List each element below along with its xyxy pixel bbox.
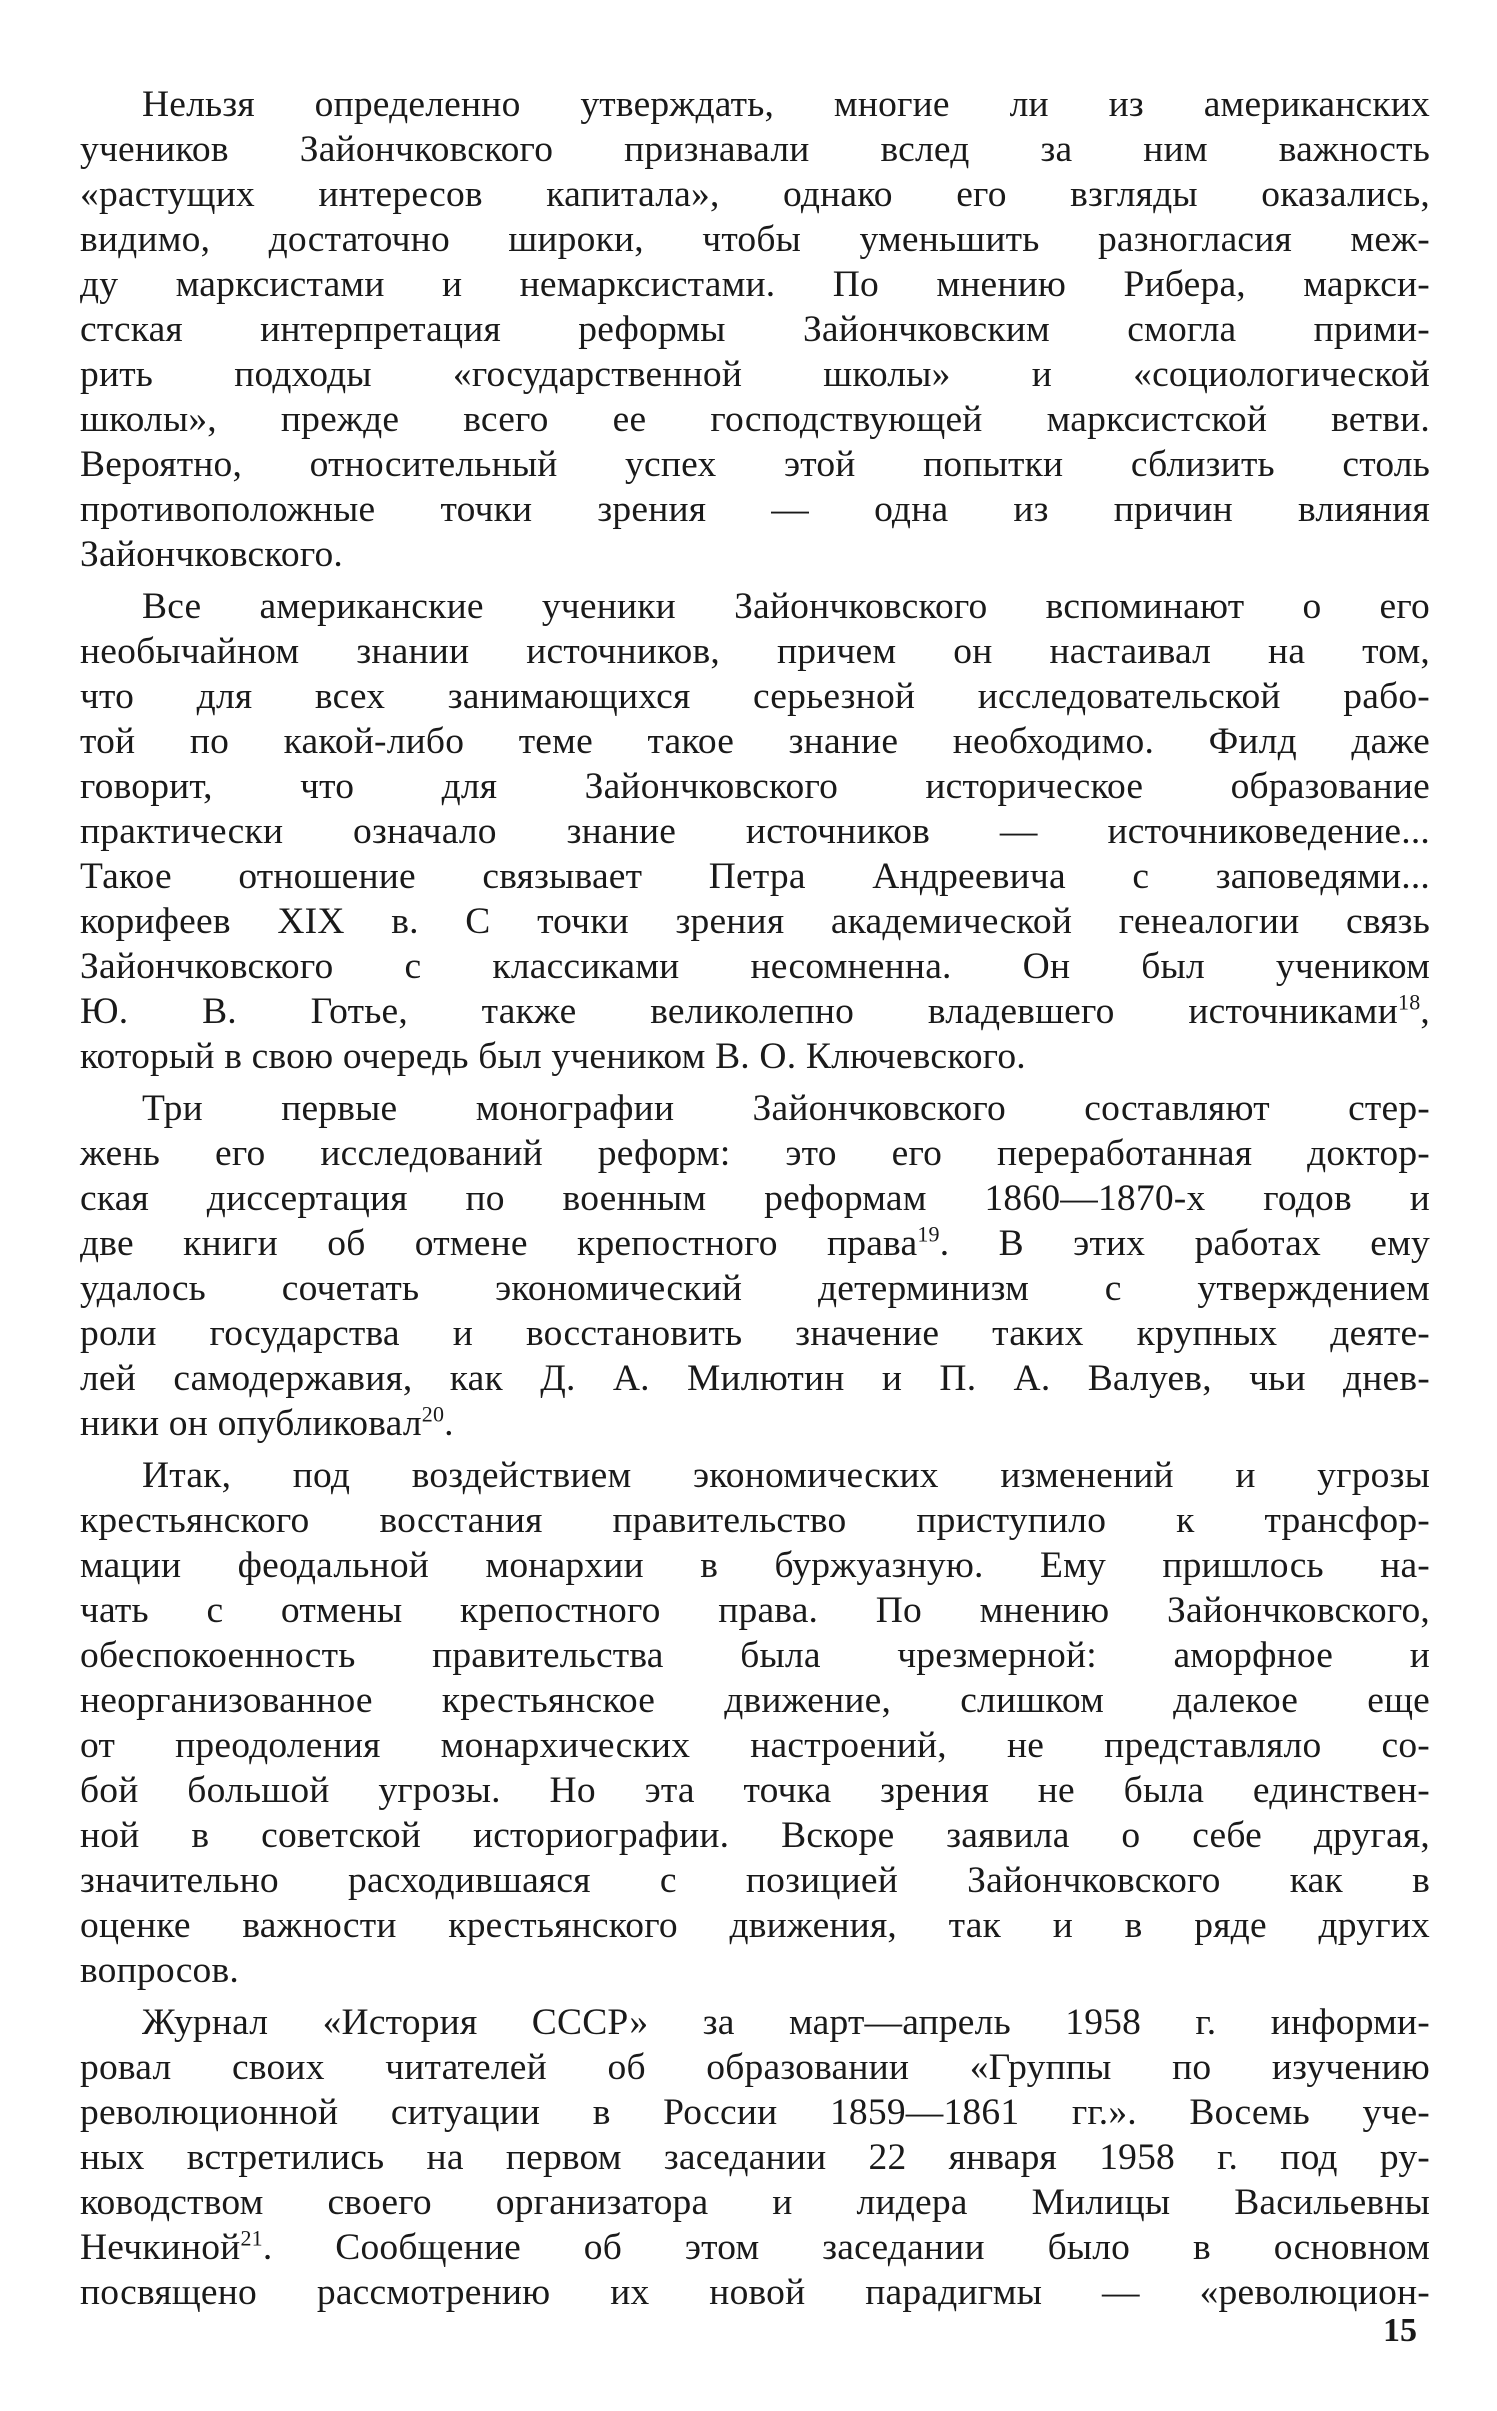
text-segment: Ю. В. Готье, также великолепно владевшего источниками xyxy=(80,991,1399,1032)
text-line: мации феодальной монархии в буржуазную. Ему пришлось на- xyxy=(80,1545,1430,1586)
footnote-marker: 19 xyxy=(917,1221,940,1247)
text-line: жень его исследований реформ: это его переработанная доктор- xyxy=(80,1133,1430,1174)
text-line: ной в советской историографии. Вскоре заявила о себе другая, xyxy=(80,1815,1430,1856)
text-line: практически означало знание источников — источниковедение... xyxy=(80,811,1430,852)
text-line: Три первые монографии Зайончковского составляют стер- xyxy=(142,1088,1430,1129)
text-line: неорганизованное крестьянское движение, слишком далекое еще xyxy=(80,1680,1430,1721)
text-line: ководством своего организатора и лидера Милицы Васильевны xyxy=(80,2182,1430,2223)
text-line: стская интерпретация реформы Зайончковским смогла прими- xyxy=(80,309,1430,350)
text-line: корифеев XIX в. С точки зрения академической генеалогии связь xyxy=(80,901,1430,942)
text-line: видимо, достаточно широки, чтобы уменьшить разногласия меж- xyxy=(80,219,1430,260)
text-line: значительно расходившаяся с позицией Зайончковского как в xyxy=(80,1860,1430,1901)
text-line: рить подходы «государственной школы» и «социологической xyxy=(80,354,1430,395)
text-segment: . Сообщение об этом заседании было в основном xyxy=(262,2227,1430,2268)
text-line: ровал своих читателей об образовании «Группы по изучению xyxy=(80,2047,1430,2088)
text-line: Итак, под воздействием экономических изменений и угрозы xyxy=(142,1455,1430,1496)
text-line: ская диссертация по военным реформам 1860—1870-х годов и xyxy=(80,1178,1430,1219)
text-line: Зайончковского с классиками несомненна. Он был учеником xyxy=(80,946,1430,987)
text-line: чать с отмены крепостного права. По мнению Зайончковского, xyxy=(80,1590,1430,1631)
text-line: «растущих интересов капитала», однако его взгляды оказались, xyxy=(80,174,1430,215)
text-line: учеников Зайончковского признавали вслед за ним важность xyxy=(80,129,1430,170)
text-line: крестьянского восстания правительство приступило к трансфор- xyxy=(80,1500,1430,1541)
text-line: от преодоления монархических настроений, не представляло со- xyxy=(80,1725,1430,1766)
document-page xyxy=(80,82,1430,2322)
text-line: лей самодержавия, как Д. А. Милютин и П. А. Валуев, чьи днев- xyxy=(80,1358,1430,1399)
text-line: необычайном знании источников, причем он настаивал на том, xyxy=(80,631,1430,672)
paragraph-3 xyxy=(80,1086,1430,1446)
text-line: той по какой-либо теме такое знание необходимо. Филд даже xyxy=(80,721,1430,762)
text-line-with-footnote xyxy=(80,1401,1430,1446)
text-line: бой большой угрозы. Но эта точка зрения не была единствен- xyxy=(80,1770,1430,1811)
text-segment: Нечкиной xyxy=(80,2227,241,2268)
text-line: вопросов. xyxy=(80,1950,239,1991)
text-line: революционной ситуации в России 1859—1861 гг.». Восемь уче- xyxy=(80,2092,1430,2133)
text-line: Зайончковского. xyxy=(80,534,344,575)
text-line: что для всех занимающихся серьезной исследовательской рабо- xyxy=(80,676,1430,717)
page-number: 15 xyxy=(1383,2312,1417,2349)
text-segment: две книги об отмене крепостного права xyxy=(80,1223,918,1264)
text-line-with-footnote xyxy=(80,1221,1430,1266)
paragraph-1 xyxy=(80,82,1430,577)
text-line: Все американские ученики Зайончковского вспоминают о его xyxy=(142,586,1430,627)
text-line: ду марксистами и немарксистами. По мнению Рибера, маркси- xyxy=(80,264,1430,305)
text-line: говорит, что для Зайончковского историческое образование xyxy=(80,766,1430,807)
footnote-marker: 20 xyxy=(421,1401,445,1427)
text-line: который в свою очередь был учеником В. О. Ключевского. xyxy=(80,1036,1026,1077)
text-line: посвящено рассмотрению их новой парадигмы — «революцион- xyxy=(80,2272,1430,2313)
paragraph-2 xyxy=(80,584,1430,1079)
text-line: Нельзя определенно утверждать, многие ли из американских xyxy=(142,84,1430,125)
text-line: Такое отношение связывает Петра Андреевича с заповедями... xyxy=(80,856,1430,897)
text-segment: ники он опубликовал xyxy=(80,1403,422,1444)
text-line: Вероятно, относительный успех этой попытки сблизить столь xyxy=(80,444,1430,485)
text-line: обеспокоенность правительства была чрезмерной: аморфное и xyxy=(80,1635,1430,1676)
text-line-with-footnote xyxy=(80,2225,1430,2270)
text-line: Журнал «История СССР» за март—апрель 1958 г. информи- xyxy=(142,2002,1430,2043)
text-line: удалось сочетать экономический детерминизм с утверждением xyxy=(80,1268,1430,1309)
text-segment: , xyxy=(1420,991,1430,1032)
footnote-marker: 21 xyxy=(240,2225,263,2251)
text-line: оценке важности крестьянского движения, так и в ряде других xyxy=(80,1905,1430,1946)
text-line-with-footnote xyxy=(80,989,1430,1034)
text-line: противоположные точки зрения — одна из причин влияния xyxy=(80,489,1430,530)
paragraph-4 xyxy=(80,1453,1430,1993)
footnote-marker: 18 xyxy=(1398,989,1421,1015)
text-segment: . В этих работах ему xyxy=(939,1223,1430,1264)
paragraph-5 xyxy=(80,2000,1430,2315)
text-line: роли государства и восстановить значение таких крупных деяте- xyxy=(80,1313,1430,1354)
text-line: школы», прежде всего ее господствующей марксистской ветви. xyxy=(80,399,1430,440)
text-segment: . xyxy=(444,1403,454,1444)
text-line: ных встретились на первом заседании 22 января 1958 г. под ру- xyxy=(80,2137,1430,2178)
